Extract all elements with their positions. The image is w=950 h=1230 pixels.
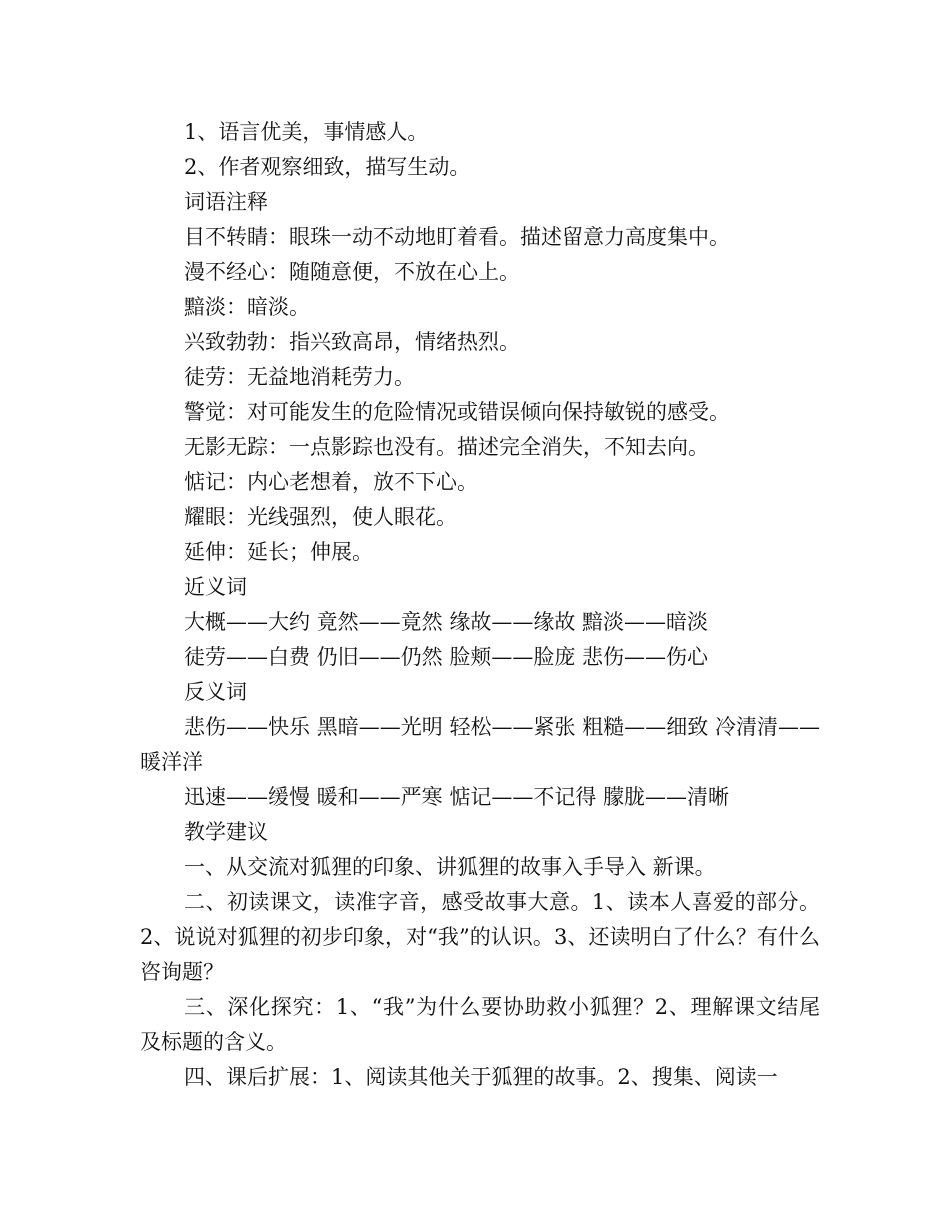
synonym-row: 徒劳——白费 仍旧——仍然 脸颊——脸庞 悲伤——伤心 [184, 645, 709, 669]
point-1: 1、语言优美，事情感人。 [184, 120, 429, 144]
suggestion-3: 三、深化探究：1、“我”为什么要协助救小狐狸？2、理解课文结尾及标题的含义。 [140, 995, 820, 1054]
suggestion-4: 四、课后扩展：1、阅读其他关于狐狸的故事。2、搜集、阅读一 [184, 1065, 778, 1089]
vocab-entry: 徒劳：无益地消耗劳力。 [184, 365, 415, 389]
section-heading-synonyms: 近义词 [184, 575, 247, 599]
vocab-entry: 延伸：延长；伸展。 [184, 540, 373, 564]
point-2: 2、作者观察细致，描写生动。 [184, 155, 471, 179]
vocab-entry: 无影无踪：一点影踪也没有。描述完全消失，不知去向。 [184, 435, 709, 459]
antonym-row: 迅速——缓慢 暖和——严寒 惦记——不记得 朦胧——清晰 [184, 785, 730, 809]
suggestion-1: 一、从交流对狐狸的印象、讲狐狸的故事入手导入 新课。 [184, 855, 716, 879]
section-heading-teaching-suggestions: 教学建议 [184, 820, 268, 844]
vocab-entry: 惦记：内心老想着，放不下心。 [184, 470, 478, 494]
section-heading-vocabulary: 词语注释 [184, 190, 268, 214]
document-body [140, 115, 820, 1095]
suggestion-2: 二、初读课文，读准字音，感受故事大意。1、读本人喜爱的部分。2、说说对狐狸的初步印象，对“我”的认识。3、还读明白了什么？有什么咨询题？ [140, 890, 820, 984]
vocab-entry: 兴致勃勃：指兴致高昂，情绪热烈。 [184, 330, 520, 354]
vocab-entry: 漫不经心：随随意便，不放在心上。 [184, 260, 520, 284]
vocab-entry: 黯淡：暗淡。 [184, 295, 310, 319]
vocab-entry: 目不转睛：眼珠一动不动地盯着看。描述留意力高度集中。 [184, 225, 730, 249]
antonym-row: 悲伤——快乐 黑暗——光明 轻松——紧张 粗糙——细致 冷清清——暖洋洋 [140, 715, 820, 774]
vocab-entry: 耀眼：光线强烈，使人眼花。 [184, 505, 457, 529]
vocab-entry: 警觉：对可能发生的危险情况或错误倾向保持敏锐的感受。 [184, 400, 730, 424]
section-heading-antonyms: 反义词 [184, 680, 247, 704]
synonym-row: 大概——大约 竟然——竟然 缘故——缘故 黯淡——暗淡 [184, 610, 709, 634]
